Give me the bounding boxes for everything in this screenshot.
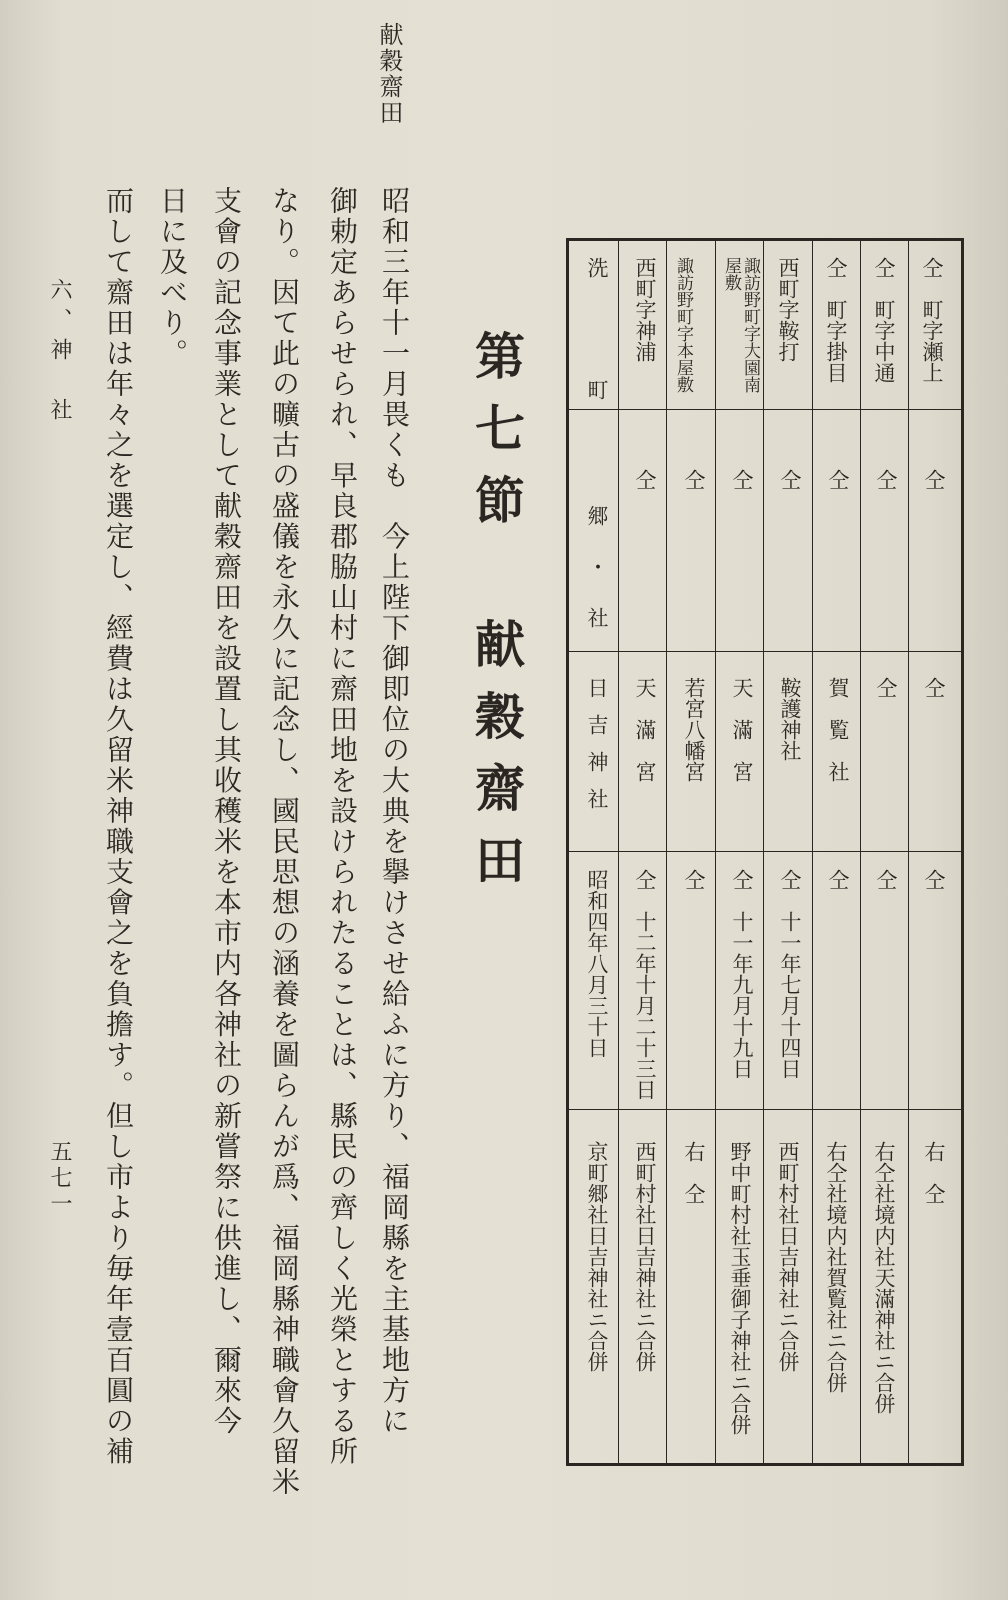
table-cell-grade: 仝 [778,469,802,490]
sub-heading: 六、神 社 [47,278,72,428]
body-line: 支會の記念事業として献穀齋田を設置し其收穫米を本市内各神社の新嘗祭に供進し、爾來今 [210,186,243,1437]
table-cell-name: 天 滿 宮 [730,677,754,782]
table-cell-note: 右 仝 [922,1141,946,1204]
body-line: なり。因て此の曠古の盛儀を永久に記念し、國民思想の涵養を圖らんが爲、福岡縣神職會久留米 [268,186,301,1498]
table-cell-location: 諏訪野町字本屋敷 [673,257,693,393]
table-cell-location: 西町字神浦 [633,257,657,362]
table-cell-date: 昭和四年八月三十日 [585,869,609,1058]
table-cell-name: 天 滿 宮 [633,677,657,782]
table-cell-grade: 仝 [922,469,946,490]
table-rule [715,241,716,1463]
table-cell-date: 仝 [874,869,898,890]
table-cell-location: 仝 町字掛目 [824,257,848,383]
table-cell-name: 鞍護神社 [778,677,802,761]
table-cell-name: 若宮八幡宮 [682,677,706,782]
table-rule [860,241,861,1463]
table-rule [618,241,619,1463]
table-cell-name: 仝 [922,677,946,698]
table-cell-date: 仝 十二年十月二十三日 [633,869,657,1100]
table-rule [569,651,961,652]
table-cell-location: 仝 町字瀬上 [920,257,944,383]
table-cell-date: 仝 十一年九月十九日 [730,869,754,1079]
table-cell-note: 西町村社日吉神社ニ合併 [776,1141,800,1372]
table-cell-name: 賀 覧 社 [826,677,850,782]
table-cell-note: 右 仝 [682,1141,706,1204]
table-rule [812,241,813,1463]
table-cell-date: 仝 十一年七月十四日 [778,869,802,1079]
table-cell-grade: 仝 [826,469,850,490]
table-cell-grade: 仝 [874,469,898,490]
running-head: 献穀齋田 [375,22,403,126]
table-cell-date: 仝 [922,869,946,890]
table-cell-note: 右仝社境内社天滿神社ニ合併 [872,1141,896,1414]
shrine-merger-table [566,238,964,1466]
body-line: 而して齋田は年々之を選定し、經費は久留米神職支會之を負擔す。但し市より毎年壹百圓の補 [102,186,135,1467]
table-rule [908,241,909,1463]
table-cell-location: 西町字鞍打 [776,257,800,362]
table-cell-date: 仝 [682,869,706,890]
table-cell-grade: 仝 [682,469,706,490]
table-cell-grade: 郷・社 [585,505,609,658]
table-cell-grade: 仝 [730,469,754,490]
table-cell-location: 諏訪野町字大園南屋敷 [721,257,760,393]
table-cell-note: 右仝社境内社賀覧社ニ合併 [824,1141,848,1393]
table-cell-name: 日吉神社 [585,677,609,825]
table-rule [569,1109,961,1110]
table-rule [569,409,961,410]
table-cell-name: 仝 [874,677,898,698]
body-line: 昭和三年十一月畏くも 今上陛下御即位の大典を擧けさせ給ふに方り、福岡縣を主基地方に [378,186,411,1437]
section-title: 第七節 献穀齋田 [467,330,526,906]
table-cell-location: 仝 町字中通 [872,257,896,383]
table-cell-note: 京町郷社日吉神社ニ合併 [585,1141,609,1372]
table-cell-note: 野中町村社玉垂御子神社ニ合併 [728,1141,752,1435]
body-line: 御勅定あらせられ、早良郡脇山村に齋田地を設けられたることは、縣民の齊しく光榮とする所 [326,186,359,1467]
table-rule [666,241,667,1463]
table-rule [569,851,961,852]
table-cell-date: 仝 [826,869,850,890]
page-number: 五七一 [47,1140,72,1218]
table-cell-location: 洗 町 [585,257,609,440]
body-line: 日に及べり。 [156,186,189,369]
table-cell-grade: 仝 [633,469,657,490]
table-rule [763,241,764,1463]
table-cell-note: 西町村社日吉神社ニ合併 [633,1141,657,1372]
